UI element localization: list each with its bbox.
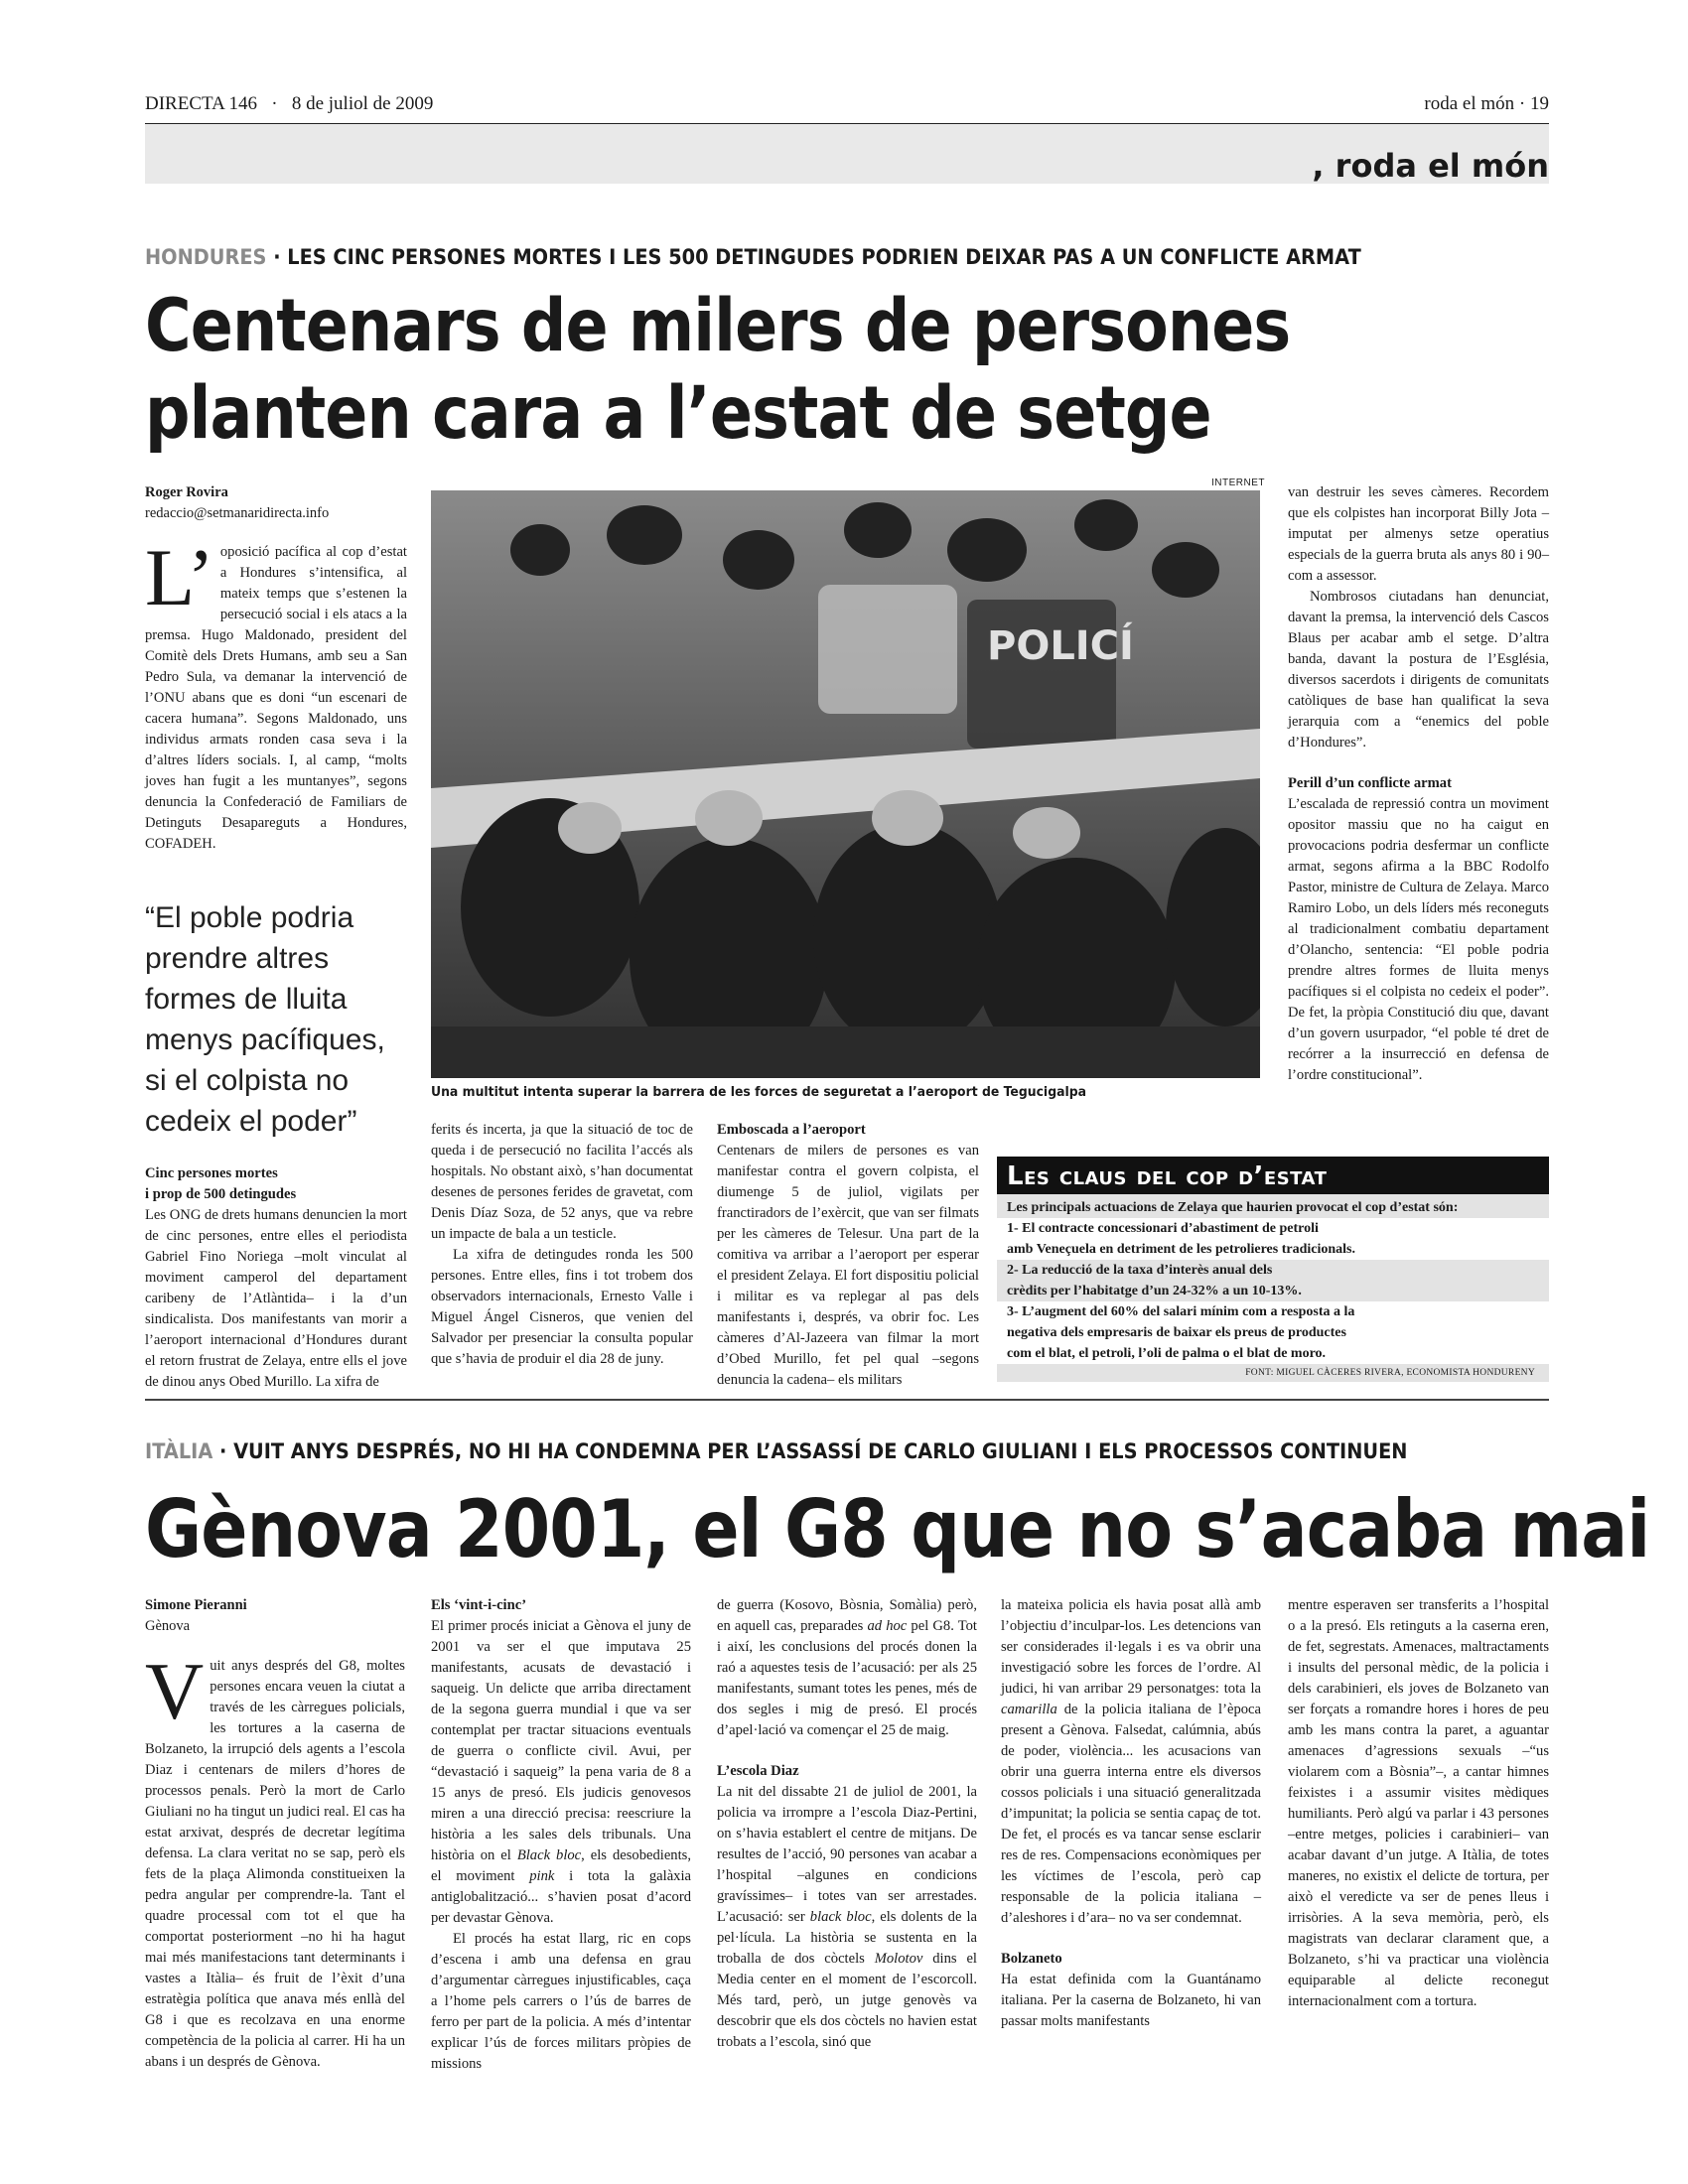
article2-paragraph: de guerra (Kosovo, Bòsnia, Somàlia) però, en aquell cas, preparades ad hoc pel G8. Tot i així, les conclusions del procés donen la raó a aquestes tesis de l’acusació: per als 25 manifestants, sumant totes les penes, més de dos segles i mig de presó. El procés d’apel·lació va començar el 25 de maig. (717, 1597, 977, 1738)
article2-col3 (717, 1595, 977, 2053)
section-page-number: roda el món · 19 (1424, 93, 1549, 114)
article1-headline-line1: Centenars de milers de persones (145, 284, 1291, 368)
box-title: Les claus del cop d’estat (997, 1157, 1549, 1194)
article1-paragraph: ferits és incerta, ja que la situació de toc de queda i de persecució no facilita l’accés als hospitals. No obstant això, s’han documentat desenes de persones ferides de gravetat, com Denis Díaz Soza, de 52 anys, que va rebre un impacte de bala a un testicle. (431, 1122, 693, 1242)
article1-headline (145, 283, 1354, 458)
article1-paragraph: van destruir les seves càmeres. Recordem que els colpistes han incorporat Billy Jota –imputat per almenys setze operatius especials de la guerra bruta als anys 80 i 90– com a assessor. (1288, 484, 1549, 584)
article-divider (145, 1399, 1549, 1401)
article1-paragraph: L’escalada de repressió contra un moviment opositor massiu que no ha caigut en provocacions podria desfermar un conflicte armat, segons afirma a la BBC Rodolfo Pastor, ministre de Cultura de Zelaya. Marco Ramiro Lobo, un dels líders més reconeguts al tradicionalment combatiu departament d’Olancho, sentencia: “El poble podria prendre altres formes de lluita menys pacífiques si el colpista no cedeix el poder”. De fet, la pròpia Constitució diu que, davant d’un govern usurpador, “el poble té dret de recórrer a la insurrecció en defensa de l’ordre constitucional”. (1288, 796, 1549, 1083)
pull-quote: “El poble podria prendre altres formes de lluita menys pacífiques, si el colpista no cedeix el poder” (145, 901, 385, 1138)
page-header (145, 91, 1549, 124)
article1-col3 (717, 1120, 979, 1391)
article2-col2 (431, 1595, 691, 2075)
issue-date: DIRECTA 146 · 8 de juliol de 2009 (145, 93, 434, 114)
article2-col1 (145, 1646, 405, 2073)
article1-byline (145, 482, 403, 524)
subhead: L’escola Diaz (717, 1763, 799, 1779)
box-intro: Les principals actuacions de Zelaya que haurien provocat el cop d’estat són: (997, 1194, 1549, 1218)
subhead: Cinc persones mortes i prop de 500 detingudes (145, 1165, 297, 1202)
svg-text:POLICÍ: POLICÍ (987, 623, 1134, 669)
article2-paragraph: El procés ha estat llarg, ric en cops d’escena i amb una defensa en grau d’argumentar càrregues injustificables, caça a l’home pels carrers o l’ús de barres de ferro per part de la policia. A més d’intentar explicar l’ús de forces militars pròpies de missions (431, 1931, 691, 2072)
box-item: 3- L’augment del 60% del salari mínim com a resposta a la negativa dels empresaris de baixar els preus de productes com el blat, el petroli, l’oli de palma o el blat de moro. (997, 1301, 1549, 1364)
article2-tag: ITÀLIA (145, 1439, 213, 1463)
article2-author: Simone Pieranni (145, 1597, 247, 1613)
article1-col1b (145, 1163, 407, 1393)
protest-photo-image (431, 490, 1260, 1078)
photo-caption: Una multitut intenta superar la barrera de les forces de seguretat a l’aeroport de Tegucigalpa (431, 1084, 1086, 1100)
article2-paragraph: El primer procés iniciat a Gènova el juny de 2001 va ser el que imputava 25 manifestants, acusats de devastació i saqueig. Un delicte que arriba directament de la segona guerra mundial i que va ser contemplat per tractar situacions eventuals de guerra o conflicte civil. Avui, per “devastació i saqueig” la pena varia de 8 a 15 anys de presó. Els judicis genovesos miren a una direcció precisa: reescriure la història a les sales dels tribunals. Una història on el Black bloc, els desobedients, el moviment pink i tota la galàxia antiglobalització... s’havien posat d’acord per devastar Gènova. (431, 1618, 692, 1926)
article1-paragraph: Centenars de milers de persones es van manifestar contra el govern colpista, el diumenge 5 de juliol, vigilats per franctiradors de l’exèrcit, que van ser filmats per les càmeres de Telesur. Una part de la comitiva va arribar a l’aeroport per esperar el president Zelaya. El fort dispositiu policial i militar es va replegar al pas dels manifestants i, després, va obrir foc. Les càmeres d’Al-Jazeera van filmar la mort d’Obed Murillo, fet pel qual –segons denuncia la cadena– els militars (717, 1143, 979, 1388)
box-source: FONT: MIGUEL CÀCERES RIVERA, ECONOMISTA HONDURENY (997, 1364, 1549, 1382)
article2-paragraph: La nit del dissabte 21 de juliol de 2001, la policia va irrompre a l’escola Diaz-Pertini, on s’havia establert el centre de mitjans. De resultes de l’acció, 90 persones van acabar a l’hospital –algunes en condicions gravíssimes– i totes van ser arrestades. L’acusació: ser black bloc, els dolents de la pel·lícula. La història se sustenta en la troballa de dos còctels Molotov dins el Media center en el moment de l’escorcoll. Més tard, però, un jutge genovès va descobrir que els dos còctels no havien estat trobats a l’escola, sinó que (717, 1784, 977, 2050)
article1-paragraph: Nombrosos ciutadans han denunciat, davant la premsa, la intervenció dels Cascos Blaus per acabar amb el setge. D’altra banda, davant la postura de l’Església, diversos sacerdots i dirigents de comunitats catòliques de base han qualificat la seva jerarquia com a “enemics del poble d’Hondures”. (1288, 589, 1549, 751)
article1-paragraph: Les ONG de drets humans denuncien la mort de cinc persones, entre elles el periodista Gabriel Fino Noriega –molt vinculat al moviment camperol del departament caribeny de l’Atlàntida– i la d’un sindicalista. Dos manifestants van morir a l’aeroport internacional d’Hondures durant el retorn frustrat de Zelaya, entre ells el jove de dinou anys Obed Murillo. La xifra de (145, 1207, 407, 1390)
article2-headline: Gènova 2001, el G8 que no s’acaba mai (145, 1483, 1650, 1575)
box-item: 2- La reducció de la taxa d’interès anual dels crèdits per l’habitatge d’un 24-32% a un 10-13%. (997, 1260, 1549, 1301)
article2-place: Gènova (145, 1618, 191, 1634)
article1-col4 (1288, 482, 1549, 1086)
section-label: , roda el món (1312, 147, 1549, 185)
article1-headline-line2: planten cara a l’estat de setge (145, 371, 1211, 456)
article1-col2 (431, 1120, 693, 1370)
protest-photo (431, 490, 1260, 1078)
article2-paragraph: mentre esperaven ser transferits a l’hospital o a la presó. Els retinguts a la caserna eren, de fet, segrestats. Amenaces, maltractaments i insults del personal mèdic, de la policia i dels carabinieri, els joves de Bolzaneto van ser forçats a romandre hores i hores de peu amb les mans contra la paret, a aguantar amenaces d’agressions sexuals –“us violarem com a Bòsnia”–, a cantar himnes feixistes i a assumir visites mèdiques humiliants. Però algú va parlar i 43 persones –entre metges, policies i carabinieri– van acabar davant d’un jutge. A Itàlia, de totes maneres, no existix el delicte de tortura, per això el veredicte va ser de penes lleus i irrisòries. A la seva memòria, però, els magistrats van declarar clarament que, a Bolzaneto, s’hi va practicar una violència equiparable al delicte reconegut internacionalment com a tortura. (1288, 1597, 1549, 2009)
article2-kicker-text: · VUIT ANYS DESPRÉS, NO HI HA CONDEMNA PER L’ASSASSÍ DE CARLO GIULIANI I ELS PROCESSOS CONTINUEN (212, 1439, 1408, 1463)
drop-cap: L’ (145, 532, 214, 622)
article1-paragraph: La xifra de detingudes ronda les 500 persones. Entre elles, fins i tot trobem dos observadors internacionals, Ernesto Valle i Miguel Ángel Cisneros, que venien del Salvador per presenciar la consulta popular que s’havia de produir el dia 28 de juny. (431, 1247, 693, 1367)
subhead: Emboscada a l’aeroport (717, 1122, 866, 1138)
article1-kicker (145, 245, 1361, 269)
article1-kicker-text: · LES CINC PERSONES MORTES I LES 500 DETINGUDES PODRIEN DEIXAR PAS A UN CONFLICTE ARMAT (266, 245, 1361, 269)
drop-cap: V (145, 1646, 205, 1736)
article2-paragraph: la mateixa policia els havia posat allà amb l’objectiu d’inculpar-los. Les detencions van ser considerades il·legals i es va obrir una investigació sobre les forces de l’ordre. Al judici, hi van arribar 29 personatges: tota la camarilla de la policia italiana de l’època present a Gènova. Falsedat, calúmnia, abús de poder, violència... les acusacions van obrir una guerra interna entre els diversos cossos policials i una situació generalitzada d’impunitat; la policia se sentia capaç de tot. De fet, el procés es va tancar sense esclarir res de res. Compensacions econòmiques per les víctimes de l’escola, però cap responsable de la policia italiana –d’aleshores i d’ara– no va ser condemnat. (1001, 1597, 1261, 1926)
key-points-box (997, 1157, 1549, 1382)
box-item: 1- El contracte concessionari d’abastiment de petroli amb Veneçuela en detriment de les petrolieres tradicionals. (997, 1218, 1549, 1260)
subhead: Perill d’un conflicte armat (1288, 775, 1452, 791)
article2-col4 (1001, 1595, 1261, 2032)
subhead: Els ‘vint-i-cinc’ (431, 1597, 527, 1613)
article2-kicker (145, 1439, 1407, 1463)
article1-tag: HONDURES (145, 245, 267, 269)
article1-email: redaccio@setmanaridirecta.info (145, 505, 330, 521)
article2-byline (145, 1595, 403, 1637)
article2-col5 (1288, 1595, 1549, 2012)
article2-paragraph: Vuit anys després del G8, moltes persones encara veuen la ciutat a través de les càrregues policials, les tortures a la caserna de Bolzaneto, la irrupció dels agents a l’escola Diaz i centenars de milers d’hores de processos penals. Però la mort de Carlo Giuliani no ha tingut un judici real. El cas ha estat arxivat, després de decretar legítima defensa. La clara veritat no se sap, però els fets de la plaça Alimonda constitueixen la pedra angular per comprendre-la. Tant el quadre processal com tot el que ha comportat posteriorment –no hi ha hagut mai més manifestacions tant determinants i vastes a Itàlia– és fruit de l’èxit d’una estratègia política que anava més enllà del G8 i que es recolzava en una enorme competència de la policia al carrer. Hi ha un abans i un després de Gènova. (145, 1646, 405, 2070)
article2-paragraph: Ha estat definida com la Guantánamo italiana. Per la caserna de Bolzaneto, hi van passar molts manifestants (1001, 1972, 1261, 2029)
article1-col1 (145, 532, 407, 855)
subhead: Bolzaneto (1001, 1951, 1062, 1967)
article1-paragraph: L’ oposició pacífica al cop d’estat a Hondures s’intensifica, al mateix temps que s’estenen la persecució social i els atacs a la premsa. Hugo Maldonado, president del Comitè dels Drets Humans, amb seu a San Pedro Sula, va demanar la intervenció de l’ONU abans que es doni “un escenari de cacera humana”. Segons Maldonado, uns individus armats ronden casa seva i la d’altres líders socials. I, al camp, “molts joves han fugit a les muntanyes”, segons denuncia la Confederació de Familiars de Detinguts Desapareguts a Hondures, COFADEH. (145, 532, 407, 852)
photo-credit: INTERNET (1211, 478, 1265, 488)
article1-author: Roger Rovira (145, 484, 228, 500)
